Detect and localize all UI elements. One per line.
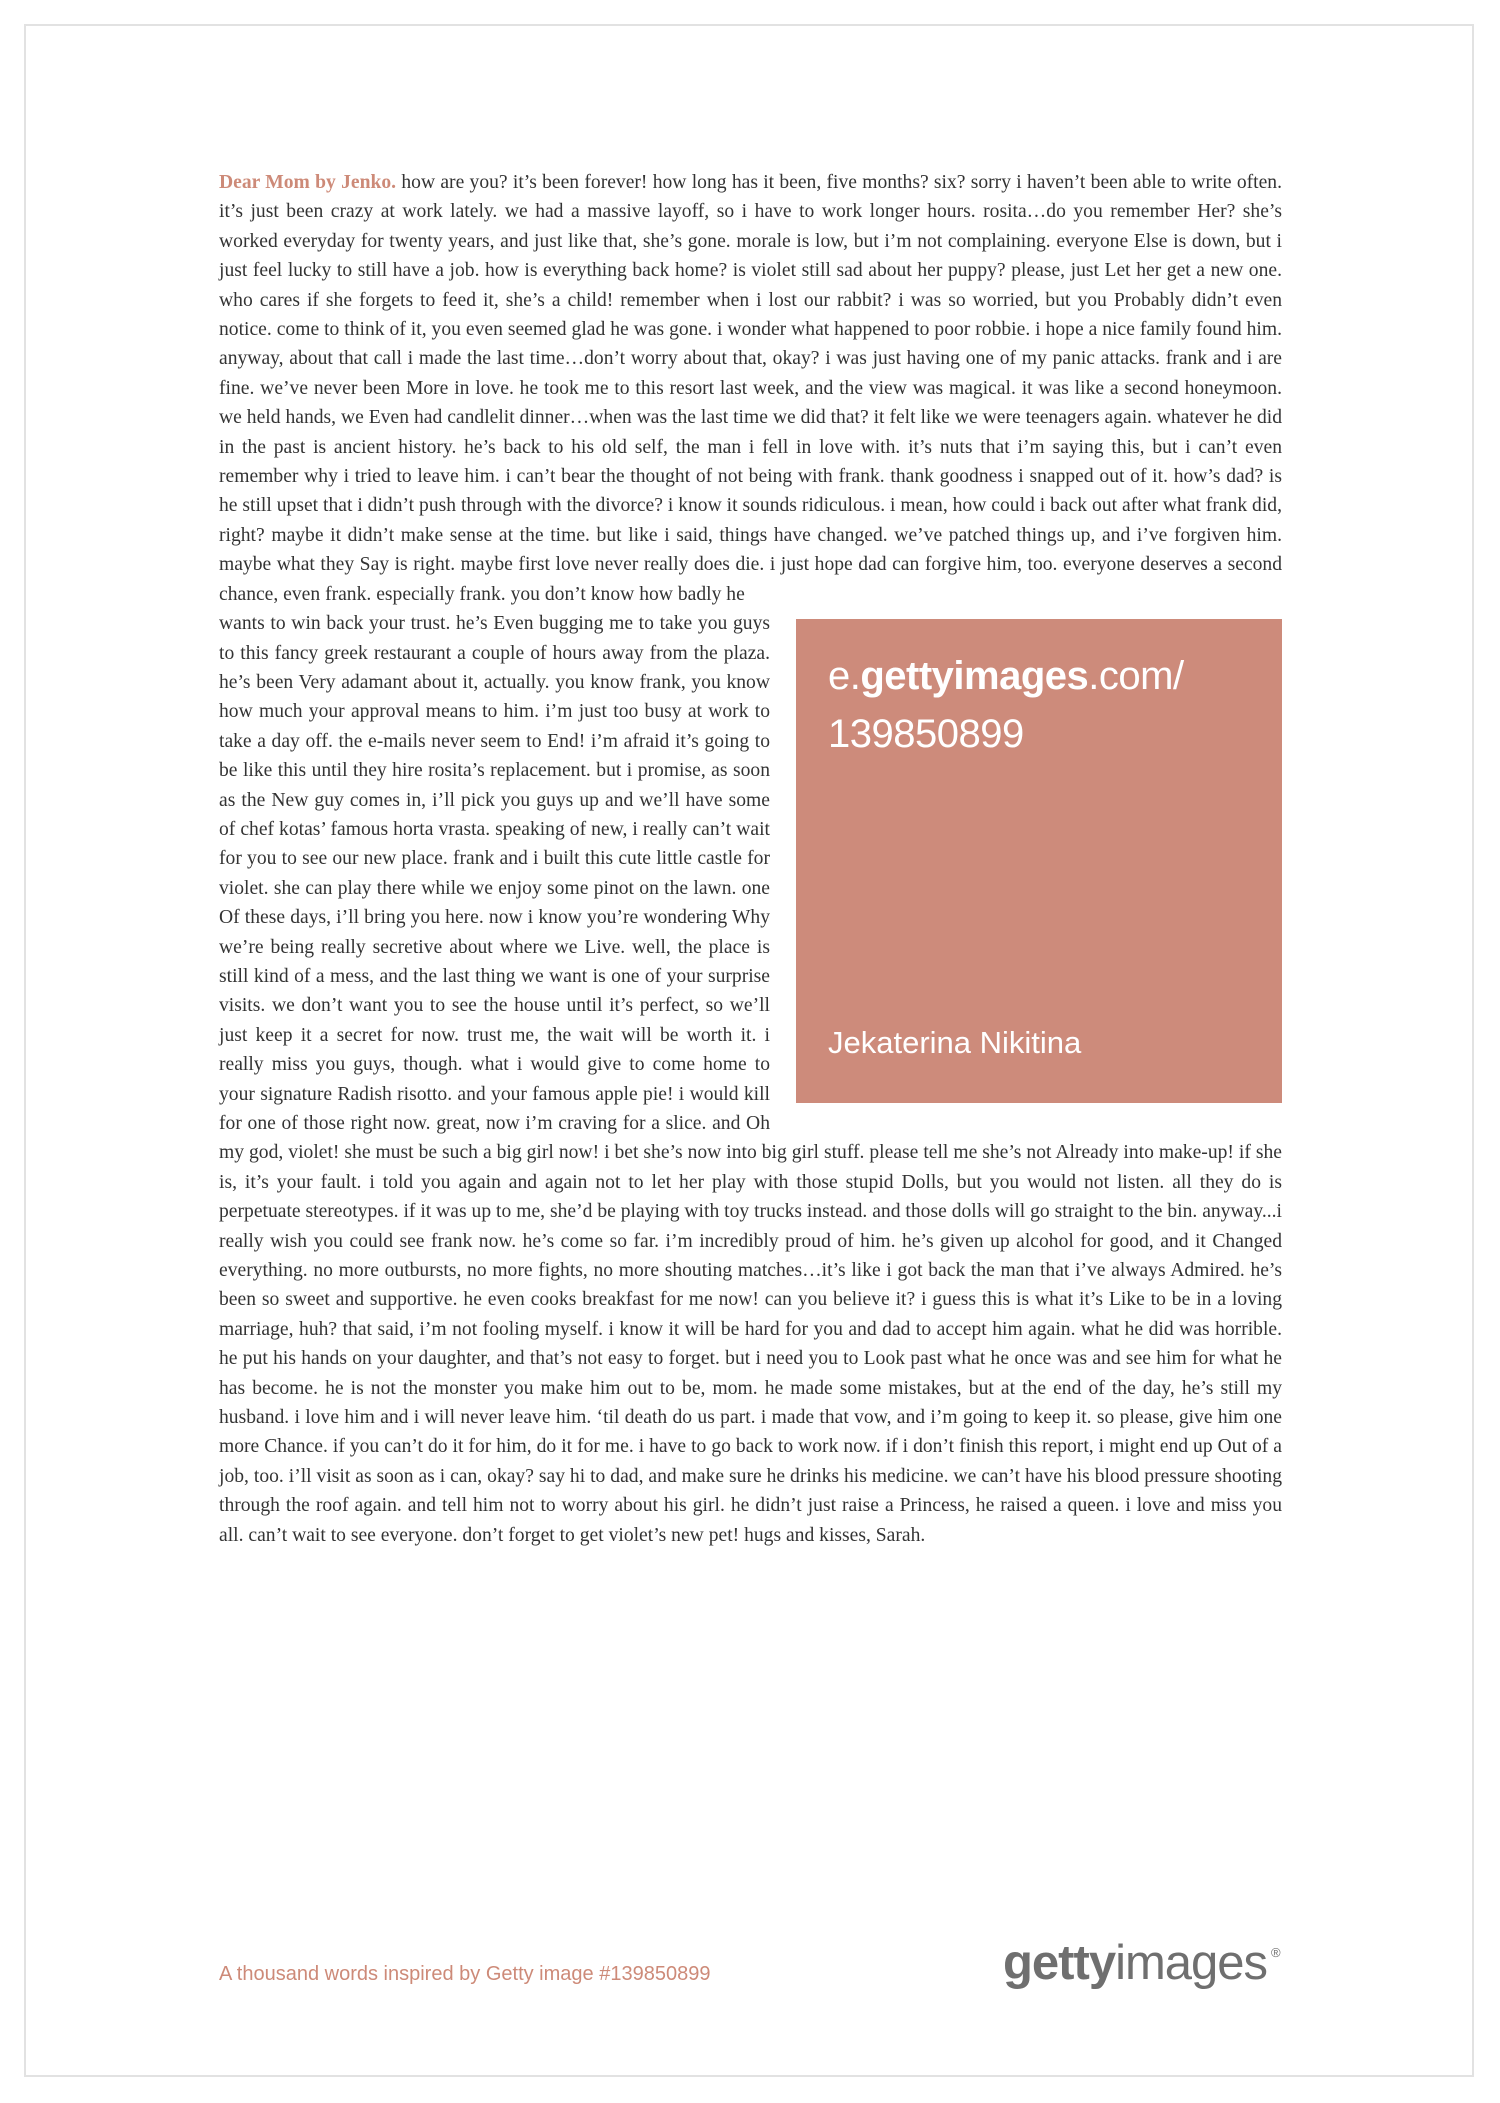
- logo-light-text: images: [1115, 1936, 1268, 1990]
- image-url[interactable]: [828, 647, 1268, 763]
- image-author: Jekaterina Nikitina: [828, 1025, 1082, 1061]
- registered-mark-icon: ®: [1271, 1945, 1280, 1960]
- gettyimages-logo[interactable]: [1003, 1935, 1280, 1991]
- logo-bold-text: getty: [1003, 1936, 1116, 1990]
- letter-text-part1: how are you? it’s been forever! how long has it been, five months? six? sorry i haven’t been able to write often. it’s just been crazy at work lately. we had a massive layoff, so i have to work longer hours. rosita…do you remember Her? she’s worked everyday for twenty years, and just like that, she’s gone. morale is low, but i’m not complaining. everyone Else is down, but i just feel lucky to still have a job. how is everything back home? is violet still sad about her puppy? please, just Let her get a new one. who cares if she forgets to feed it, she’s a child! remember when i lost our rabbit? i was so worried, but you Probably didn’t even notice. come to think of it, you even seemed glad he was gone. i wonder what happened to poor robbie. i hope a nice family found him. anyway, about that call i made the last time…don’t worry about that, okay? i was just having one of my panic attacks. frank and i are fine. we’ve never been More in love. he took me to this resort last week, and the view was magical. it was like a second honeymoon. we held hands, we Even had candlelit dinner…when was the last time we did that? it felt like we were teenagers again. whatever he did in the past is ancient history. he’s back to his old self, the man i fell in love with. it’s nuts that i’m saying this, but i can’t even remember why i tried to leave him. i can’t bear the thought of not being with frank. thank goodness i snapped out of it. how’s dad? is he still upset that i didn’t push through with the divorce? i know it sounds ridiculous. i mean, how could i back out after what frank did, right? maybe it didn’t make sense at the time. but like i said, things have changed. we’ve patched things up, and i’ve forgiven him. maybe what they Say is right. maybe first love never really does die. i just hope dad can forgive him, too. everyone deserves a second chance, even frank. especially frank. you don’t know how badly he: [219, 172, 1282, 605]
- letter-text-part2: wants to win back your trust. he’s Even bugging me to take you guys to this fancy greek restaurant a couple of hours away from the plaza. he’s been Very adamant about it, actually. you know frank, you know how much your approval means to him. i’m just too busy at work to take a day off. the e-mails never seem to End! i’m afraid it’s going to be like this until they hire rosita’s replacement. but i promise, as soon as the New guy comes in, i’ll pick you guys up and we’ll have some of chef kotas’ famous horta vrasta. speaking of new, i really can’t wait for you to see our new place. frank and i built this cute little castle for violet. she can play there while we enjoy some pinot on the lawn. one Of these days, i’ll bring you here. now i know you’re wondering Why we’re being really secretive about where we Live. well, the place is still kind of a mess, and the last thing we want is one of your surprise visits. we don’t want you to see the house until it’s perfect, so we’ll just keep it a secret for now. trust me, the wait will be worth it. i really miss you guys, though. what i would give to come home to your signature Radish risotto. and your famous apple pie! i would kill for one of those right now. great, now i’m craving for a slice. and Oh my god, violet! she must be such a big girl now! i bet she’s now into big girl stuff. please tell me she’s not Already into make-up! if she is, it’s your fault. i told you again and again not to let her play with those stupid Dolls, but you would not listen. all they do is perpetuate stereotypes. if it was up to me, she’d be playing with toy trucks instead. and those dolls will go straight to the bin. anyway...i really wish you could see frank now. he’s come so far. i’m incredibly proud of him. he’s given up alcohol for good, and it Changed everything. no more outbursts, no more fights, no more shouting matches…it’s like i got back the man that i’ve always Admired. he’s been so sweet and supportive. he even cooks breakfast for me now! can you believe it? i guess this is what it’s Like to be in a loving marriage, huh? that said, i’m not fooling myself. i know it will be hard for you and dad to accept him again. what he did was horrible. he put his hands on your daughter, and that’s not easy to forget. but i need you to Look past what he once was and see him for what he has become. he is not the monster you make him out to be, mom. he made some mistakes, but at the end of the day, he’s still my husband. i love him and i will never leave him. ‘til death do us part. i made that vow, and i’m going to keep it. so please, give him one more Chance. if you can’t do it for him, do it for me. i have to go back to work now. if i don’t finish this report, i might end up Out of a job, too. i’ll visit as soon as i can, okay? say hi to dad, and make sure he drinks his medicine. we can’t have his blood pressure shooting through the roof again. and tell him not to worry about his girl. he didn’t just raise a Princess, he raised a queen. i love and miss you all. can’t wait to see everyone. don’t forget to get violet’s new pet! hugs and kisses, Sarah.: [219, 613, 1282, 1546]
- image-id: 139850899: [828, 712, 1024, 757]
- letter-paragraph-top: [219, 168, 1282, 609]
- footer-caption: A thousand words inspired by Getty image #139850899: [219, 1963, 711, 1985]
- image-url-suffix: .com/: [1088, 654, 1184, 699]
- image-url-prefix: e.: [828, 654, 861, 699]
- getty-image-placeholder[interactable]: [796, 619, 1282, 1103]
- letter-title: Dear Mom by Jenko.: [219, 172, 397, 193]
- image-url-brand: gettyimages: [860, 654, 1089, 699]
- letter-body: [219, 168, 1282, 1550]
